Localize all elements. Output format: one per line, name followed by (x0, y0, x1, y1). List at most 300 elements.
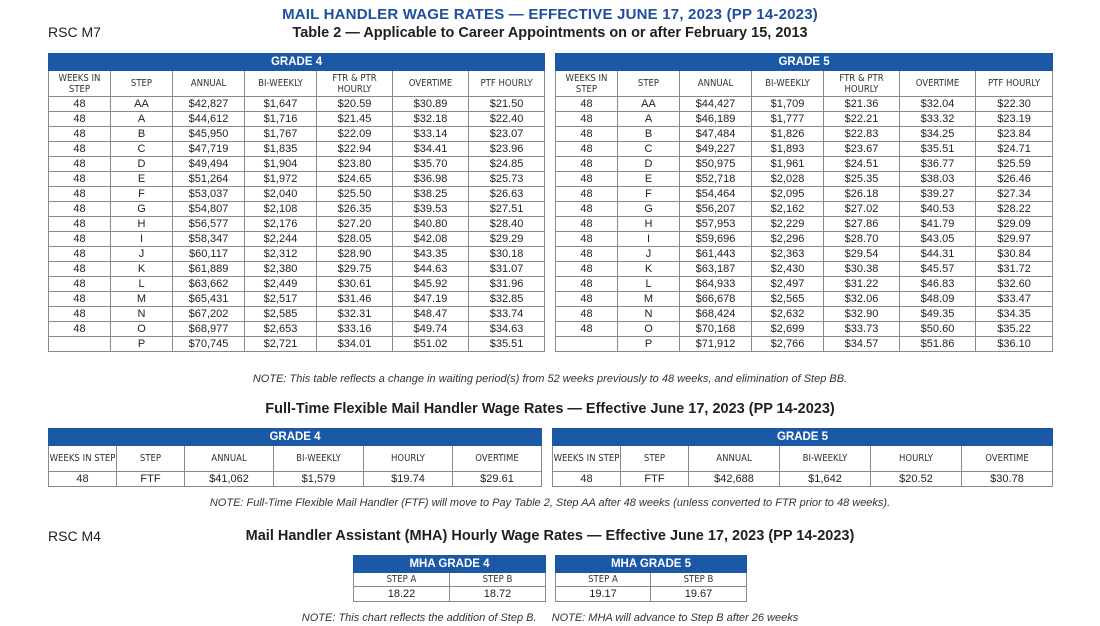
table-cell: $32.06 (824, 292, 900, 307)
table-cell: $2,244 (245, 232, 317, 247)
table-cell: $39.27 (900, 187, 976, 202)
table-cell: $45.57 (900, 262, 976, 277)
grade-5-column-headers (556, 71, 1053, 97)
ftf-grade-4-header: GRADE 4 (49, 429, 542, 446)
ftf-grade-5-column-headers (553, 446, 1053, 472)
table-cell: 48 (553, 472, 621, 487)
table-cell: $23.19 (976, 112, 1053, 127)
table-cell: $32.31 (317, 307, 393, 322)
table-cell: $1,972 (245, 172, 317, 187)
table-row (556, 322, 1053, 337)
table-row (553, 472, 1053, 487)
table-cell: 19.67 (651, 587, 747, 602)
table-cell: H (618, 217, 680, 232)
table-cell: $24.65 (317, 172, 393, 187)
table-cell: $33.32 (900, 112, 976, 127)
table-cell: $31.96 (469, 277, 545, 292)
table-cell: $58,347 (173, 232, 245, 247)
table-row (49, 187, 545, 202)
column-header: ANNUAL (173, 71, 245, 97)
table-cell: $26.35 (317, 202, 393, 217)
table-cell: $24.71 (976, 142, 1053, 157)
table-cell: $24.85 (469, 157, 545, 172)
column-header: WEEKS IN STEP (553, 446, 621, 472)
table-cell: $32.18 (393, 112, 469, 127)
column-header: FTR & PTR HOURLY (824, 71, 900, 97)
table-cell: $50,975 (680, 157, 752, 172)
table-cell: $35.51 (469, 337, 545, 352)
table-row (49, 232, 545, 247)
table-cell: $2,653 (245, 322, 317, 337)
mha-notes (0, 612, 1100, 624)
table-cell: $27.86 (824, 217, 900, 232)
table-cell: $52,718 (680, 172, 752, 187)
table-cell: $42,688 (689, 472, 780, 487)
table-cell: O (111, 322, 173, 337)
table-cell: 48 (556, 322, 618, 337)
column-header: BI-WEEKLY (245, 71, 317, 97)
ftf-grade-5-header: GRADE 5 (553, 429, 1053, 446)
column-header: STEP (117, 446, 185, 472)
table-row (556, 112, 1053, 127)
table-cell: $49,494 (173, 157, 245, 172)
table-cell: $22.21 (824, 112, 900, 127)
table-cell: $61,889 (173, 262, 245, 277)
ftf-grade-5-rows (553, 472, 1053, 487)
table-cell: $33.16 (317, 322, 393, 337)
table-cell: $42,827 (173, 97, 245, 112)
table-cell: 48 (556, 307, 618, 322)
table-cell: $41.79 (900, 217, 976, 232)
table-row (556, 292, 1053, 307)
table-cell: 48 (556, 262, 618, 277)
table-cell: J (618, 247, 680, 262)
table-cell: 48 (49, 262, 111, 277)
table-cell: $48.09 (900, 292, 976, 307)
table-cell: $46,189 (680, 112, 752, 127)
table-row (49, 217, 545, 232)
table-cell: $44,427 (680, 97, 752, 112)
table-cell: E (111, 172, 173, 187)
table-cell: $63,662 (173, 277, 245, 292)
table-cell: $27.02 (824, 202, 900, 217)
table-cell: 48 (49, 97, 111, 112)
table-cell: FTF (621, 472, 689, 487)
table-cell: $29.97 (976, 232, 1053, 247)
table-cell: $25.35 (824, 172, 900, 187)
table-cell: E (618, 172, 680, 187)
table-cell: $70,168 (680, 322, 752, 337)
table-cell: 48 (556, 97, 618, 112)
table-cell: $47,719 (173, 142, 245, 157)
rsc-m7-label: RSC M7 (48, 24, 101, 40)
table-cell: $27.20 (317, 217, 393, 232)
mha-grade-4-column-headers (354, 573, 546, 587)
table-cell: $22.30 (976, 97, 1053, 112)
table-cell: $68,977 (173, 322, 245, 337)
table-cell: $30.38 (824, 262, 900, 277)
table-row (49, 202, 545, 217)
table-row (49, 277, 545, 292)
table-row (556, 127, 1053, 142)
table-cell: $1,716 (245, 112, 317, 127)
table-cell: $70,745 (173, 337, 245, 352)
table-cell: AA (111, 97, 173, 112)
table-cell: 48 (49, 247, 111, 262)
table-cell: 48 (49, 112, 111, 127)
table-cell: $25.50 (317, 187, 393, 202)
table-cell: $49,227 (680, 142, 752, 157)
table-cell: 48 (49, 292, 111, 307)
table-cell: $31.22 (824, 277, 900, 292)
table-cell (556, 337, 618, 352)
table-cell: L (618, 277, 680, 292)
table-cell: $2,040 (245, 187, 317, 202)
table-cell: $66,678 (680, 292, 752, 307)
column-header: WEEKS IN STEP (49, 71, 111, 97)
table-row (49, 322, 545, 337)
mha-grade-5-header: MHA GRADE 5 (556, 556, 747, 573)
table-cell: 48 (49, 127, 111, 142)
column-header: BI-WEEKLY (780, 446, 871, 472)
mha-note-step-b: NOTE: This chart reflects the addition of Step B. (301, 612, 537, 624)
column-header: STEP (621, 446, 689, 472)
table-cell: $2,312 (245, 247, 317, 262)
column-header: OVERTIME (393, 71, 469, 97)
table-cell: B (111, 127, 173, 142)
table-cell: $54,464 (680, 187, 752, 202)
table-cell: 48 (49, 472, 117, 487)
table-cell: $1,642 (780, 472, 871, 487)
table-cell: 48 (49, 202, 111, 217)
column-header: HOURLY (364, 446, 453, 472)
grade-5-wage-table (555, 53, 1053, 352)
mha-grade-5-table (555, 555, 747, 602)
table-row (556, 337, 1053, 352)
column-header: WEEKS IN STEP (556, 71, 618, 97)
table-cell: I (618, 232, 680, 247)
ftf-section-title: Full-Time Flexible Mail Handler Wage Rates — Effective June 17, 2023 (PP 14-2023) (265, 401, 835, 417)
table-cell: $35.22 (976, 322, 1053, 337)
table-row (49, 337, 545, 352)
table-cell: $2,721 (245, 337, 317, 352)
table-cell: $45.92 (393, 277, 469, 292)
table-cell: $28.90 (317, 247, 393, 262)
table-cell: $32.90 (824, 307, 900, 322)
table-cell: $38.03 (900, 172, 976, 187)
table-cell: $26.46 (976, 172, 1053, 187)
table-cell: O (618, 322, 680, 337)
table-cell: 48 (49, 322, 111, 337)
table-cell: $20.52 (871, 472, 962, 487)
table-cell: $29.61 (453, 472, 542, 487)
table-cell: I (111, 232, 173, 247)
table-cell: $68,424 (680, 307, 752, 322)
table-cell: $21.50 (469, 97, 545, 112)
table-cell: $2,028 (752, 172, 824, 187)
table-cell: $23.84 (976, 127, 1053, 142)
table-cell: $32.60 (976, 277, 1053, 292)
table-cell: $45,950 (173, 127, 245, 142)
table-cell: $28.40 (469, 217, 545, 232)
table-cell: $30.78 (962, 472, 1053, 487)
table-cell: $61,443 (680, 247, 752, 262)
table-row (556, 217, 1053, 232)
column-header: OVERTIME (900, 71, 976, 97)
table-cell: $33.74 (469, 307, 545, 322)
mha-note-advance: NOTE: MHA will advance to Step B after 26 weeks (551, 612, 799, 624)
table-cell: $31.72 (976, 262, 1053, 277)
table-cell: 18.72 (450, 587, 546, 602)
table-cell: FTF (117, 472, 185, 487)
table-cell: $35.70 (393, 157, 469, 172)
table-cell: $48.47 (393, 307, 469, 322)
table-cell: $36.77 (900, 157, 976, 172)
table-cell: $56,577 (173, 217, 245, 232)
column-header: PTF HOURLY (469, 71, 545, 97)
table-cell: M (111, 292, 173, 307)
table-cell: 48 (556, 187, 618, 202)
grade-5-rows (556, 97, 1053, 352)
table-cell: $50.60 (900, 322, 976, 337)
table-cell: $2,095 (752, 187, 824, 202)
table-cell: P (111, 337, 173, 352)
table-cell: 48 (49, 172, 111, 187)
table-cell: $2,162 (752, 202, 824, 217)
table-cell: K (618, 262, 680, 277)
table-row (49, 292, 545, 307)
table-cell: $31.46 (317, 292, 393, 307)
ftf-grade-4-rows (49, 472, 542, 487)
table-row (556, 202, 1053, 217)
table-cell: $1,893 (752, 142, 824, 157)
table-cell: $2,229 (752, 217, 824, 232)
table-cell: $33.73 (824, 322, 900, 337)
table-row (556, 172, 1053, 187)
table-cell: M (618, 292, 680, 307)
table-cell: A (111, 112, 173, 127)
table-cell: 48 (556, 277, 618, 292)
table-cell: G (618, 202, 680, 217)
table-cell: $23.07 (469, 127, 545, 142)
table-row (49, 157, 545, 172)
column-header: FTR & PTR HOURLY (317, 71, 393, 97)
column-header: PTF HOURLY (976, 71, 1053, 97)
table-cell: 48 (49, 142, 111, 157)
table-cell: $29.09 (976, 217, 1053, 232)
table-cell: $1,777 (752, 112, 824, 127)
table-cell: $60,117 (173, 247, 245, 262)
table-cell: L (111, 277, 173, 292)
table-row (556, 187, 1053, 202)
column-header: STEP A (556, 573, 651, 587)
table-cell: J (111, 247, 173, 262)
table-cell: $34.35 (976, 307, 1053, 322)
table-cell: $47.19 (393, 292, 469, 307)
table-cell: $64,933 (680, 277, 752, 292)
mha-grade-4-header: MHA GRADE 4 (354, 556, 546, 573)
table-cell: $36.98 (393, 172, 469, 187)
table-cell: $30.61 (317, 277, 393, 292)
ftf-note: NOTE: Full-Time Flexible Mail Handler (FTF) will move to Pay Table 2, Step AA after 48 weeks (unless converted to FTR prior to 48 weeks). (209, 497, 891, 509)
table-cell: 48 (556, 127, 618, 142)
table-cell: 48 (556, 172, 618, 187)
table-row (556, 262, 1053, 277)
table-cell: 18.22 (354, 587, 450, 602)
table-cell: C (618, 142, 680, 157)
table-cell: 48 (49, 187, 111, 202)
table-cell: $31.07 (469, 262, 545, 277)
table-cell: $40.53 (900, 202, 976, 217)
table-cell: F (618, 187, 680, 202)
table-row (49, 142, 545, 157)
table-row (49, 472, 542, 487)
mha-grade-5-rows (556, 587, 747, 602)
table-row (49, 247, 545, 262)
table-cell: $1,835 (245, 142, 317, 157)
table-cell: F (111, 187, 173, 202)
table-cell: $1,579 (274, 472, 364, 487)
table-cell: P (618, 337, 680, 352)
table-cell: $44.31 (900, 247, 976, 262)
table-row (556, 307, 1053, 322)
table-cell: $57,953 (680, 217, 752, 232)
table-cell: $26.18 (824, 187, 900, 202)
table-cell: $27.34 (976, 187, 1053, 202)
table-cell: $43.35 (393, 247, 469, 262)
table-row (49, 262, 545, 277)
table-cell: $39.53 (393, 202, 469, 217)
table-row (556, 277, 1053, 292)
table-cell: $1,647 (245, 97, 317, 112)
ftf-grade-5-table (552, 428, 1053, 487)
table-cell: $38.25 (393, 187, 469, 202)
table-cell (49, 337, 111, 352)
table-row (49, 307, 545, 322)
table-cell: $25.73 (469, 172, 545, 187)
column-header: STEP (111, 71, 173, 97)
table-cell: $2,176 (245, 217, 317, 232)
table-cell: $2,430 (752, 262, 824, 277)
table-cell: $28.05 (317, 232, 393, 247)
table-cell: $32.04 (900, 97, 976, 112)
table-cell: $34.41 (393, 142, 469, 157)
table-cell: $43.05 (900, 232, 976, 247)
table-cell: $34.01 (317, 337, 393, 352)
table-cell: $29.29 (469, 232, 545, 247)
table-row (556, 587, 747, 602)
table-cell: $44,612 (173, 112, 245, 127)
table-cell: $34.25 (900, 127, 976, 142)
table-cell: $51,264 (173, 172, 245, 187)
table-cell: 48 (49, 232, 111, 247)
table-cell: $34.63 (469, 322, 545, 337)
table-cell: 48 (556, 217, 618, 232)
table-row (556, 232, 1053, 247)
table-cell: $54,807 (173, 202, 245, 217)
table-cell: $1,961 (752, 157, 824, 172)
table-cell: N (618, 307, 680, 322)
table-cell: $29.75 (317, 262, 393, 277)
table-cell: $1,767 (245, 127, 317, 142)
table-cell: A (618, 112, 680, 127)
table-cell: $63,187 (680, 262, 752, 277)
table-cell: $34.57 (824, 337, 900, 352)
table-cell: $35.51 (900, 142, 976, 157)
table-cell: $30.89 (393, 97, 469, 112)
table-cell: $22.40 (469, 112, 545, 127)
table-cell: $42.08 (393, 232, 469, 247)
column-header: STEP B (651, 573, 747, 587)
table-cell: $25.59 (976, 157, 1053, 172)
table-cell: C (111, 142, 173, 157)
table-row (556, 142, 1053, 157)
table-cell: $27.51 (469, 202, 545, 217)
table-cell: $23.67 (824, 142, 900, 157)
table-cell: $44.63 (393, 262, 469, 277)
ftf-grade-4-table (48, 428, 542, 487)
table-cell: $30.18 (469, 247, 545, 262)
table-cell: $2,296 (752, 232, 824, 247)
table-cell: $22.09 (317, 127, 393, 142)
table-cell: AA (618, 97, 680, 112)
grade-4-column-headers (49, 71, 545, 97)
table-cell: $40.80 (393, 217, 469, 232)
mha-grade-4-table (353, 555, 546, 602)
table-cell: 48 (49, 307, 111, 322)
table-cell: H (111, 217, 173, 232)
column-header: STEP B (450, 573, 546, 587)
table-cell: 48 (556, 142, 618, 157)
table-cell: $21.45 (317, 112, 393, 127)
table-cell: $30.84 (976, 247, 1053, 262)
table-cell: $51.02 (393, 337, 469, 352)
table-cell: $41,062 (185, 472, 274, 487)
table-cell: 48 (556, 157, 618, 172)
table-cell: $36.10 (976, 337, 1053, 352)
table-cell: $71,912 (680, 337, 752, 352)
grade-4-rows (49, 97, 545, 352)
table-cell: $2,449 (245, 277, 317, 292)
table-cell: $51.86 (900, 337, 976, 352)
table-row (556, 97, 1053, 112)
table-cell: $2,380 (245, 262, 317, 277)
table-cell: $28.22 (976, 202, 1053, 217)
table-cell: $49.74 (393, 322, 469, 337)
table-cell: $1,709 (752, 97, 824, 112)
column-header: HOURLY (871, 446, 962, 472)
table-cell: $32.85 (469, 292, 545, 307)
table-cell: 48 (556, 247, 618, 262)
table-cell: 48 (556, 202, 618, 217)
table-cell: $2,585 (245, 307, 317, 322)
table-cell: 48 (49, 277, 111, 292)
table-cell: D (618, 157, 680, 172)
table-cell: $29.54 (824, 247, 900, 262)
table-cell: $46.83 (900, 277, 976, 292)
table-cell: $22.94 (317, 142, 393, 157)
mha-section-title: Mail Handler Assistant (MHA) Hourly Wage Rates — Effective June 17, 2023 (PP 14-2023) (245, 528, 855, 544)
table-cell: $59,696 (680, 232, 752, 247)
table-cell: $49.35 (900, 307, 976, 322)
table-cell: $26.63 (469, 187, 545, 202)
table-cell: $24.51 (824, 157, 900, 172)
column-header: OVERTIME (962, 446, 1053, 472)
table-cell: $23.96 (469, 142, 545, 157)
table-row (49, 112, 545, 127)
table-row (354, 587, 546, 602)
table-cell: $2,632 (752, 307, 824, 322)
